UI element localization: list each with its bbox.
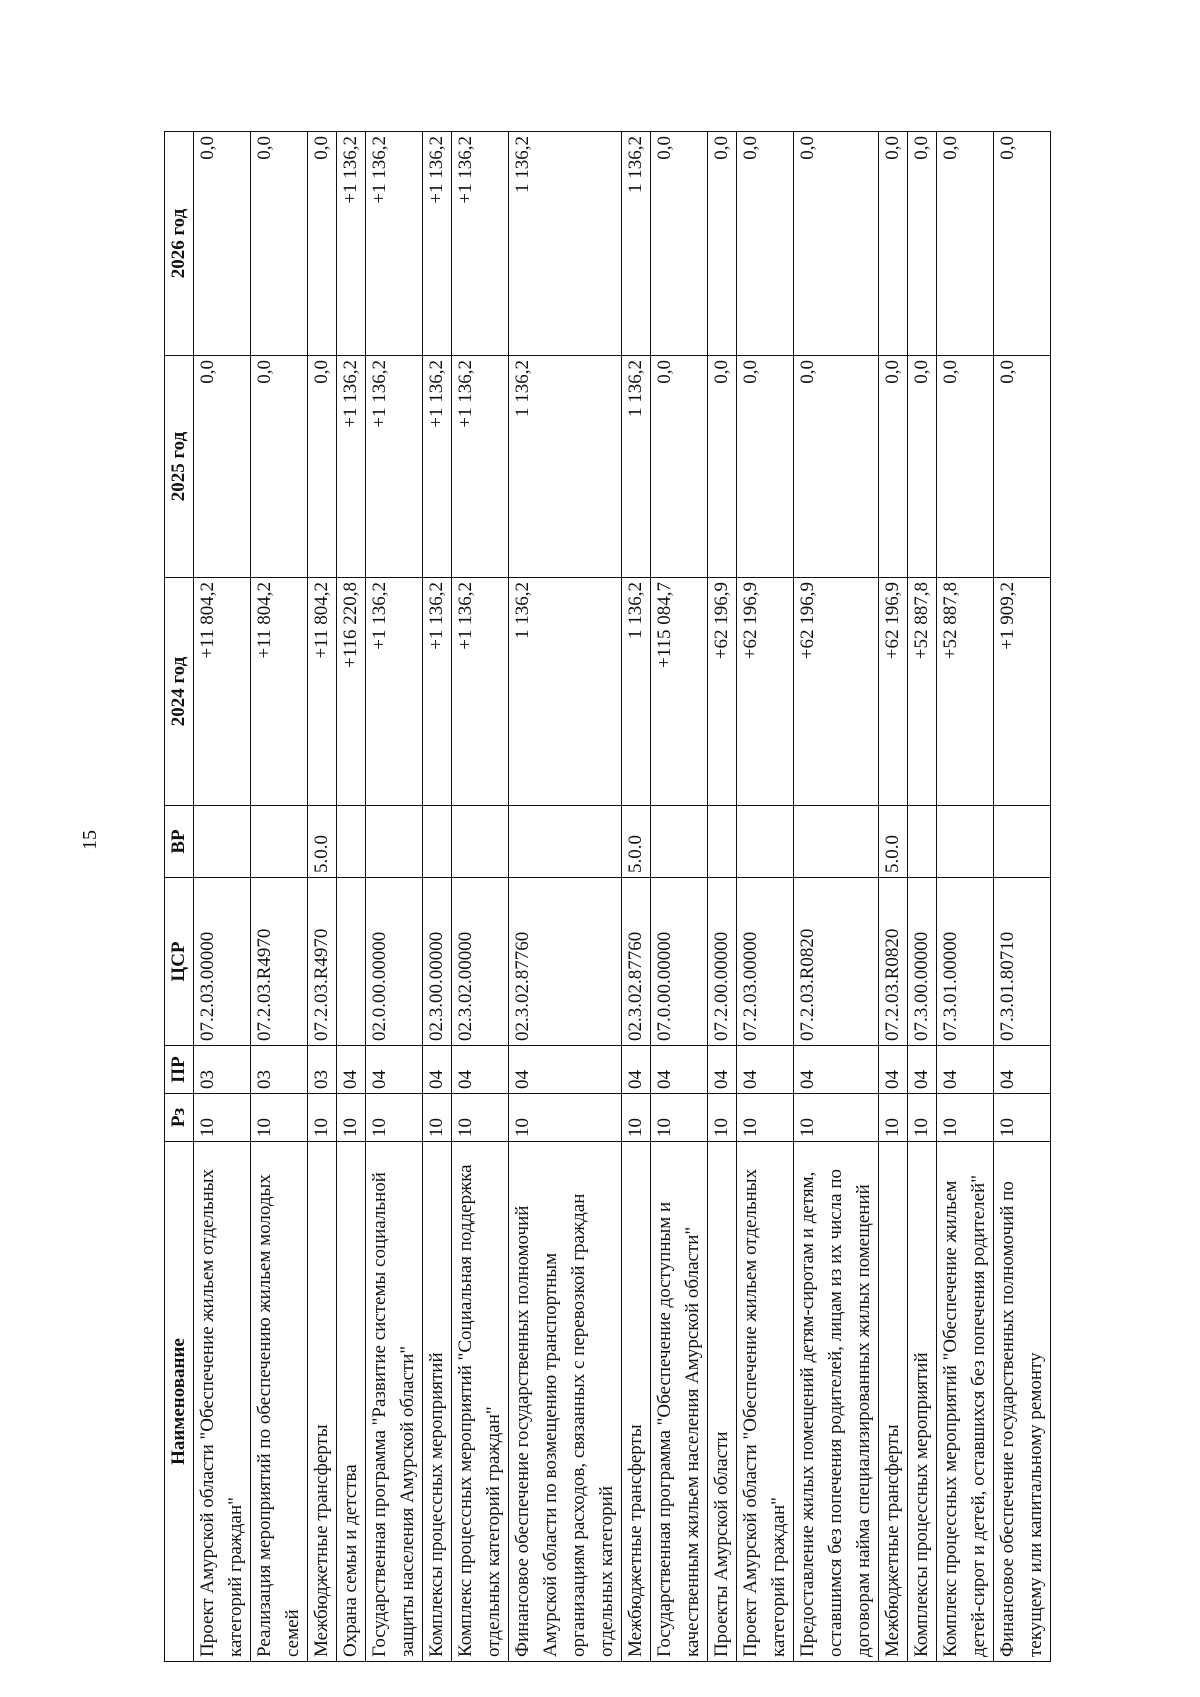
year-2024-cell: +11 804,2 — [194, 578, 251, 806]
name-cell: Охрана семьи и детства — [337, 1142, 366, 1662]
name-cell: Межбюджетные трансферты — [622, 1142, 651, 1662]
year-2024-cell: +115 084,7 — [651, 578, 708, 806]
rz-cell: 10 — [194, 1094, 251, 1142]
year-2025-cell: +1 136,2 — [366, 356, 423, 578]
year-2024-cell: +11 804,2 — [251, 578, 308, 806]
year-2025-cell: +1 136,2 — [337, 356, 366, 578]
pr-cell: 04 — [708, 1046, 737, 1094]
vr-cell — [509, 806, 622, 878]
csr-cell: 07.2.03.00000 — [737, 878, 794, 1046]
year-2024-cell: +1 136,2 — [452, 578, 509, 806]
csr-cell: 07.2.03.R4970 — [251, 878, 308, 1046]
vr-cell — [366, 806, 423, 878]
header-cell: Рз — [165, 1094, 194, 1142]
year-2026-cell: 1 136,2 — [509, 132, 622, 356]
csr-cell: 02.3.02.87760 — [509, 878, 622, 1046]
rz-cell: 10 — [794, 1094, 879, 1142]
header-cell: Наименование — [165, 1142, 194, 1662]
year-2026-cell: 0,0 — [194, 132, 251, 356]
rz-cell: 10 — [366, 1094, 423, 1142]
csr-cell: 02.3.02.00000 — [452, 878, 509, 1046]
csr-cell: 07.2.00.00000 — [708, 878, 737, 1046]
year-2024-cell: +62 196,9 — [737, 578, 794, 806]
year-2024-cell: +1 136,2 — [423, 578, 452, 806]
rz-cell: 10 — [251, 1094, 308, 1142]
csr-cell — [337, 878, 366, 1046]
vr-cell — [337, 806, 366, 878]
pr-cell: 03 — [308, 1046, 337, 1094]
year-2026-cell: +1 136,2 — [366, 132, 423, 356]
budget-table — [164, 131, 1051, 1662]
vr-cell: 5.0.0 — [622, 806, 651, 878]
page-number: 15 — [79, 830, 101, 850]
name-cell: Реализация мероприятий по обеспечению жильем молодых семей — [251, 1142, 308, 1662]
vr-cell — [908, 806, 937, 878]
table-row — [937, 132, 994, 1662]
table-row — [622, 132, 651, 1662]
year-2026-cell: +1 136,2 — [337, 132, 366, 356]
table-row — [879, 132, 908, 1662]
name-cell: Проекты Амурской области — [708, 1142, 737, 1662]
year-2026-cell: 0,0 — [737, 132, 794, 356]
rz-cell: 10 — [622, 1094, 651, 1142]
rz-cell: 10 — [651, 1094, 708, 1142]
year-2026-cell: 0,0 — [937, 132, 994, 356]
rz-cell: 10 — [879, 1094, 908, 1142]
table-row — [251, 132, 308, 1662]
pr-cell: 04 — [337, 1046, 366, 1094]
year-2025-cell: 0,0 — [737, 356, 794, 578]
year-2025-cell: +1 136,2 — [452, 356, 509, 578]
name-cell: Комплекс процессных мероприятий "Обеспечение жильем детей-сирот и детей, оставшихся без попечения родителей" — [937, 1142, 994, 1662]
pr-cell: 03 — [251, 1046, 308, 1094]
name-cell: Государственная программа "Обеспечение доступным и качественным жильем населения Амурской области" — [651, 1142, 708, 1662]
year-2025-cell: 0,0 — [879, 356, 908, 578]
header-cell: 2026 год — [165, 132, 194, 356]
table-row — [366, 132, 423, 1662]
vr-cell — [423, 806, 452, 878]
table-row — [994, 132, 1051, 1662]
year-2026-cell: +1 136,2 — [423, 132, 452, 356]
name-cell: Финансовое обеспечение государственных полномочий по текущему или капитальному ремонту — [994, 1142, 1051, 1662]
name-cell: Предоставление жилых помещений детям-сиротам и детям, оставшимся без попечения родителей, лицам из их числа по договорам найма специализированных жилых помещений — [794, 1142, 879, 1662]
year-2025-cell: 1 136,2 — [509, 356, 622, 578]
table-body — [194, 132, 1051, 1662]
pr-cell: 04 — [651, 1046, 708, 1094]
year-2026-cell: 0,0 — [251, 132, 308, 356]
csr-cell: 07.2.03.R0820 — [794, 878, 879, 1046]
table-row — [737, 132, 794, 1662]
rz-cell: 10 — [452, 1094, 509, 1142]
year-2026-cell: +1 136,2 — [452, 132, 509, 356]
table-row — [308, 132, 337, 1662]
year-2025-cell: 0,0 — [794, 356, 879, 578]
rz-cell: 10 — [308, 1094, 337, 1142]
table-row — [423, 132, 452, 1662]
year-2025-cell: 0,0 — [651, 356, 708, 578]
year-2026-cell: 0,0 — [879, 132, 908, 356]
year-2025-cell: 1 136,2 — [622, 356, 651, 578]
table-row — [708, 132, 737, 1662]
year-2024-cell: +11 804,2 — [308, 578, 337, 806]
csr-cell: 07.3.01.00000 — [937, 878, 994, 1046]
pr-cell: 03 — [194, 1046, 251, 1094]
pr-cell: 04 — [737, 1046, 794, 1094]
vr-cell: 5.0.0 — [879, 806, 908, 878]
pr-cell: 04 — [366, 1046, 423, 1094]
table-row — [794, 132, 879, 1662]
year-2026-cell: 0,0 — [708, 132, 737, 356]
header-cell: ПР — [165, 1046, 194, 1094]
year-2025-cell: 0,0 — [708, 356, 737, 578]
year-2024-cell: +1 909,2 — [994, 578, 1051, 806]
vr-cell: 5.0.0 — [308, 806, 337, 878]
rz-cell: 10 — [708, 1094, 737, 1142]
year-2024-cell: +116 220,8 — [337, 578, 366, 806]
table-row — [651, 132, 708, 1662]
pr-cell: 04 — [879, 1046, 908, 1094]
name-cell: Финансовое обеспечение государственных полномочий Амурской области по возмещению транспортным организациям расходов, связанных с перевозкой граждан отдельных категорий — [509, 1142, 622, 1662]
csr-cell: 07.2.03.R4970 — [308, 878, 337, 1046]
csr-cell: 02.0.00.00000 — [366, 878, 423, 1046]
rz-cell: 10 — [994, 1094, 1051, 1142]
name-cell: Комплексы процессных мероприятий — [423, 1142, 452, 1662]
rz-cell: 10 — [423, 1094, 452, 1142]
csr-cell: 07.2.03.00000 — [194, 878, 251, 1046]
year-2025-cell: 0,0 — [251, 356, 308, 578]
year-2025-cell: 0,0 — [908, 356, 937, 578]
name-cell: Межбюджетные трансферты — [879, 1142, 908, 1662]
pr-cell: 04 — [994, 1046, 1051, 1094]
name-cell: Комплексы процессных мероприятий — [908, 1142, 937, 1662]
table-row — [908, 132, 937, 1662]
csr-cell: 02.3.02.87760 — [622, 878, 651, 1046]
name-cell: Комплекс процессных мероприятий "Социальная поддержка отдельных категорий граждан" — [452, 1142, 509, 1662]
name-cell: Проект Амурской области "Обеспечение жильем отдельных категорий граждан" — [194, 1142, 251, 1662]
name-cell: Государственная программа "Развитие системы социальной защиты населения Амурской области" — [366, 1142, 423, 1662]
year-2026-cell: 0,0 — [794, 132, 879, 356]
rz-cell: 10 — [509, 1094, 622, 1142]
table-row — [194, 132, 251, 1662]
year-2024-cell: +62 196,9 — [794, 578, 879, 806]
vr-cell — [651, 806, 708, 878]
vr-cell — [937, 806, 994, 878]
year-2024-cell: 1 136,2 — [622, 578, 651, 806]
csr-cell: 07.3.01.80710 — [994, 878, 1051, 1046]
header-cell: 2025 год — [165, 356, 194, 578]
pr-cell: 04 — [794, 1046, 879, 1094]
table-row — [509, 132, 622, 1662]
vr-cell — [452, 806, 509, 878]
year-2024-cell: +52 887,8 — [908, 578, 937, 806]
pr-cell: 04 — [423, 1046, 452, 1094]
vr-cell — [251, 806, 308, 878]
rz-cell: 10 — [337, 1094, 366, 1142]
vr-cell — [994, 806, 1051, 878]
vr-cell — [708, 806, 737, 878]
year-2024-cell: +52 887,8 — [937, 578, 994, 806]
year-2024-cell: +62 196,9 — [879, 578, 908, 806]
rz-cell: 10 — [737, 1094, 794, 1142]
vr-cell — [737, 806, 794, 878]
year-2024-cell: +62 196,9 — [708, 578, 737, 806]
vr-cell — [194, 806, 251, 878]
year-2025-cell: +1 136,2 — [423, 356, 452, 578]
table-row — [337, 132, 366, 1662]
csr-cell: 07.2.03.R0820 — [879, 878, 908, 1046]
year-2026-cell: 0,0 — [994, 132, 1051, 356]
year-2024-cell: 1 136,2 — [509, 578, 622, 806]
pr-cell: 04 — [908, 1046, 937, 1094]
pr-cell: 04 — [622, 1046, 651, 1094]
year-2026-cell: 0,0 — [308, 132, 337, 356]
table-row — [452, 132, 509, 1662]
year-2024-cell: +1 136,2 — [366, 578, 423, 806]
year-2026-cell: 0,0 — [651, 132, 708, 356]
name-cell: Межбюджетные трансферты — [308, 1142, 337, 1662]
csr-cell: 02.3.00.00000 — [423, 878, 452, 1046]
header-cell: 2024 год — [165, 578, 194, 806]
name-cell: Проект Амурской области "Обеспечение жильем отдельных категорий граждан" — [737, 1142, 794, 1662]
rz-cell: 10 — [908, 1094, 937, 1142]
pr-cell: 04 — [452, 1046, 509, 1094]
pr-cell: 04 — [509, 1046, 622, 1094]
year-2025-cell: 0,0 — [937, 356, 994, 578]
year-2025-cell: 0,0 — [994, 356, 1051, 578]
year-2025-cell: 0,0 — [194, 356, 251, 578]
year-2026-cell: 0,0 — [908, 132, 937, 356]
year-2026-cell: 1 136,2 — [622, 132, 651, 356]
pr-cell: 04 — [937, 1046, 994, 1094]
header-row — [165, 132, 194, 1662]
header-cell: ЦСР — [165, 878, 194, 1046]
csr-cell: 07.0.00.00000 — [651, 878, 708, 1046]
year-2025-cell: 0,0 — [308, 356, 337, 578]
vr-cell — [794, 806, 879, 878]
csr-cell: 07.3.00.00000 — [908, 878, 937, 1046]
header-cell: ВР — [165, 806, 194, 878]
rz-cell: 10 — [937, 1094, 994, 1142]
